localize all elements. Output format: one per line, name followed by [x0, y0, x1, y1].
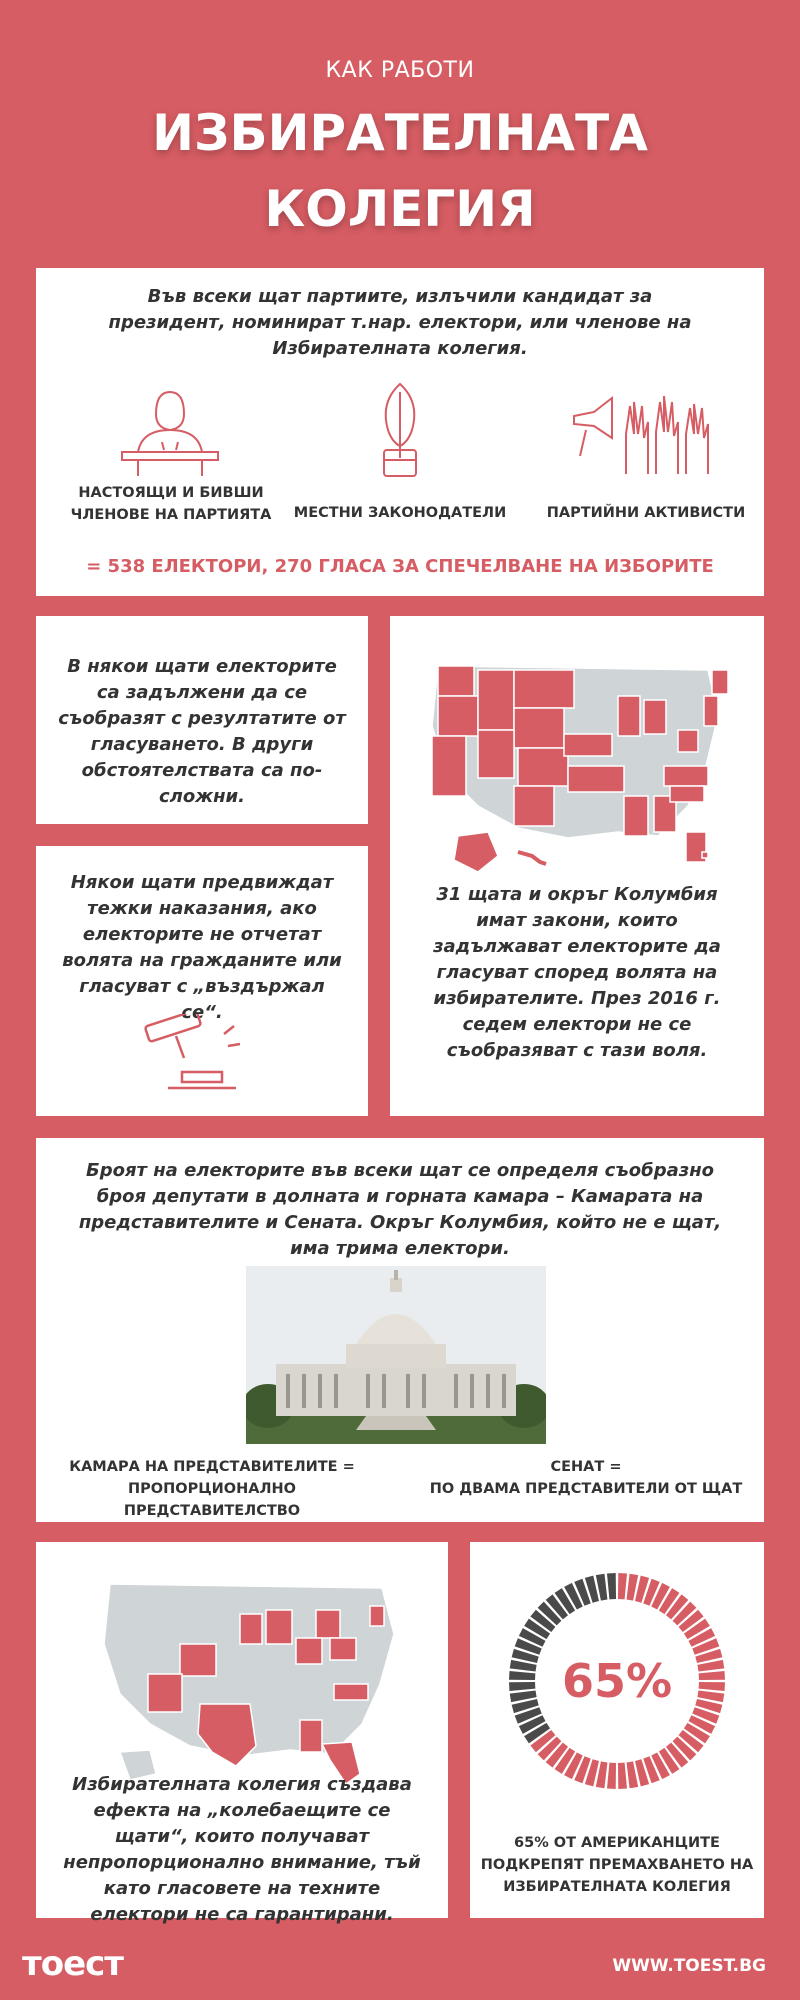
header-title-line2: КОЛЕГИЯ [264, 180, 536, 238]
swing-states-text: Избирателната колегия създава ефекта на „колебаещите се щати“, които получават непропорционално внимание, тъй като гласовете на техните електори не са гарантирани. [63, 1774, 421, 1925]
us-map-bound-states [418, 656, 736, 876]
percent-caption-line: ИЗБИРАТЕЛНАТА КОЛЕГИЯ [503, 1879, 731, 1895]
intro-card [36, 268, 764, 596]
donut-segment [618, 1763, 627, 1789]
bound-electors-text: В някои щати електорите са задължени да се съобразят с резултатите от гласуването. В други обстоятелствата са по-сложни. [58, 656, 346, 807]
percent-value-label: 65% [561, 1654, 673, 1708]
house-label-line: ПРОПОРЦИОНАЛНО ПРЕДСТАВИТЕЛСТВО [123, 1481, 301, 1519]
footer-url[interactable]: WWW.TOEST.BG [612, 1956, 766, 1976]
senate-label-line: ПО ДВАМА ПРЕДСТАВИТЕЛИ ОТ ЩАТ [429, 1481, 743, 1497]
megaphone-hands-icon [566, 386, 726, 478]
senate-label-line: СЕНАТ = [550, 1459, 622, 1475]
donut-segment [607, 1763, 616, 1789]
group-label-line: НАСТОЯЩИ И БИВШИ [78, 485, 264, 501]
group-label-line: МЕСТНИ ЗАКОНОДАТЕЛИ [293, 505, 507, 521]
group-label-line: ЧЛЕНОВЕ НА ПАРТИЯТА [70, 507, 272, 523]
laws-text: 31 щата и окръг Колумбия имат закони, които задължават електорите да гласуват според волята на избирателите. През 2016 г. седем електори не се съобразяват с тази воля. [433, 884, 721, 1061]
capitol-building-image [246, 1266, 546, 1444]
footer-logo: тоест [22, 1944, 123, 1984]
laws-map-card [390, 616, 764, 1116]
group-label-line: ПАРТИЙНИ АКТИВИСТИ [546, 505, 746, 521]
us-map-swing-states [90, 1574, 410, 1786]
percent-caption-line: ПОДКРЕПЯТ ПРЕМАХВАНЕТО НА [480, 1857, 754, 1873]
speaker-podium-icon [108, 384, 232, 478]
donut-segment [618, 1573, 627, 1599]
group-label-activists [536, 502, 756, 524]
house-label [42, 1456, 382, 1522]
intro-text: Във всеки щат партиите, излъчили кандидат за президент, номинират т.нар. електори, или членове на Избирателната колегия. [108, 286, 692, 359]
percent-caption [480, 1832, 754, 1898]
congress-card [36, 1138, 764, 1522]
gavel-icon [138, 1014, 266, 1094]
swing-states-card [36, 1542, 448, 1925]
donut-segment [607, 1573, 616, 1599]
header-subtitle: КАК РАБОТИ [325, 58, 475, 83]
penalties-card [36, 846, 368, 1116]
quill-inkwell-icon [374, 380, 426, 480]
electors-summary: = 538 ЕЛЕКТОРИ, 270 ГЛАСА ЗА СПЕЧЕЛВАНЕ НА ИЗБОРИТЕ [86, 556, 714, 577]
penalties-text: Някои щати предвиждат тежки наказания, ако електорите не отчетат волята на гражданите или гласуват с „въздържал се“. [62, 872, 342, 1023]
congress-text: Броят на електорите във всеки щат се определя съобразно броя депутати в долната и горната камара – Камарата на представителите и Сената. Окръг Колумбия, който не е щат, има трима електори. [78, 1160, 722, 1259]
header-title-line1: ИЗБИРАТЕЛНАТА [152, 104, 648, 162]
house-label-line: КАМАРА НА ПРЕДСТАВИТЕЛИТЕ = [69, 1459, 355, 1475]
abolish-support-card [470, 1542, 764, 1918]
group-label-legislators [290, 502, 510, 524]
percent-caption-line: 65% ОТ АМЕРИКАНЦИТЕ [514, 1835, 720, 1851]
bound-electors-card [36, 616, 368, 824]
group-label-party-members [56, 482, 286, 526]
senate-label [426, 1456, 746, 1500]
